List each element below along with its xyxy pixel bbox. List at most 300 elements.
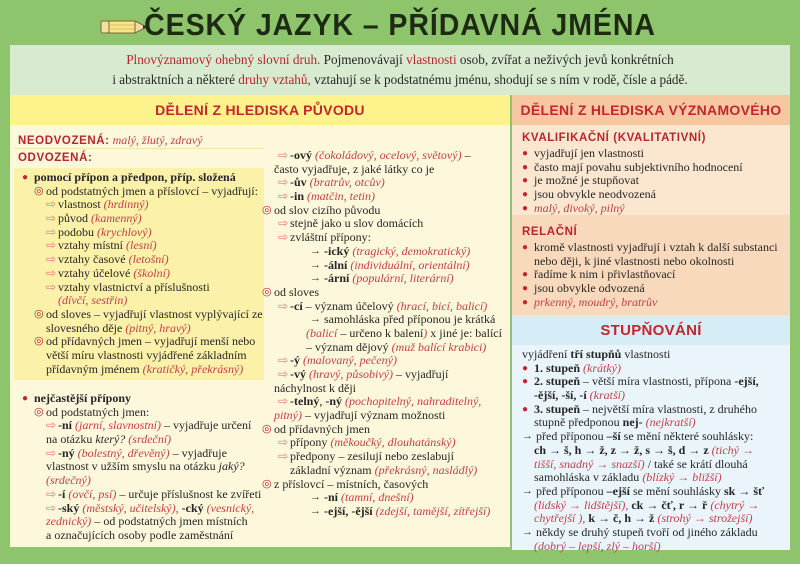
list-item [512, 362, 790, 376]
list-item [262, 491, 510, 505]
kvalifikacni-section [512, 125, 790, 215]
bullet-icon: ● [522, 189, 529, 201]
small-arrow-icon: → [310, 491, 321, 504]
list-item [262, 313, 510, 327]
arrow-icon: ⇨ [46, 265, 57, 280]
list-item [262, 478, 510, 492]
arrow-icon: ⇨ [278, 435, 289, 450]
text: -ní [58, 418, 76, 433]
text: od přídavných jmen – vyjadřují menší nebo [46, 334, 256, 349]
example-text: prkenný, moudrý, bratrův [534, 294, 658, 309]
text: vztahy účelové [58, 265, 134, 280]
example-text: (nejkratší) [642, 415, 696, 430]
list-item [262, 341, 510, 355]
list-item [512, 375, 790, 389]
text: – vyjadřují význam možnosti [302, 408, 446, 423]
text: – větší míra vlastnosti, přípona [580, 374, 735, 389]
text: ck → čť, r → ř [631, 497, 711, 512]
bullet-icon: ● [522, 161, 529, 173]
list-item [512, 512, 790, 526]
text: -in [290, 189, 308, 204]
text: -ový [290, 148, 315, 162]
example-text: tišší, snadný → snazší) [534, 456, 645, 471]
text: stupně předponou [534, 415, 623, 430]
example-text: (malovaný, pečený) [303, 353, 397, 368]
relacni-title: RELAČNÍ [522, 226, 578, 238]
list-item [4, 253, 264, 267]
text: jsou obvykle neodvozená [534, 187, 656, 202]
list-item [4, 406, 264, 420]
example-text: (blízký → bližší) [642, 470, 722, 485]
text: -ární [324, 271, 353, 286]
list-item [4, 488, 264, 502]
text: od přídavných jmen [274, 421, 370, 436]
example-text: (kratičký, překrásný) [142, 361, 244, 376]
text: vlastnost [58, 197, 104, 212]
example-text: (populární, literární) [352, 271, 454, 286]
circle-icon: ◎ [34, 184, 44, 197]
example-text: (kratší) [589, 388, 625, 403]
text: původ [58, 211, 91, 226]
example-text: (srdečný) [46, 473, 91, 488]
example-text: (balicí [306, 325, 338, 340]
example-text: ) [423, 325, 428, 340]
list-item [512, 255, 790, 269]
list-item [262, 436, 510, 450]
small-arrow-icon: → [310, 244, 321, 257]
text: vztahy místní [58, 238, 126, 253]
circle-icon: ◎ [34, 335, 44, 348]
arrow-icon: ⇨ [46, 252, 57, 267]
list-item [262, 190, 510, 204]
text: slovesného děje [46, 320, 126, 335]
list-item [262, 423, 510, 437]
text: – největší míra vlastnosti, z druhého [580, 401, 757, 416]
list-item [4, 433, 264, 447]
list-item [4, 363, 264, 377]
example-text: (čokoládový, ocelový, světový) [315, 148, 462, 162]
example-text: (matčin, tetin) [307, 189, 375, 204]
text: – vyjadřuje [169, 445, 227, 460]
text: samohláska před příponou je krátká [324, 312, 496, 327]
section-header-origin: DĚLENÍ Z HLEDISKA PŮVODU [10, 95, 510, 125]
intro-text-part: Pojmenovávají [320, 52, 407, 67]
text: zvláštní přípony: [290, 230, 371, 245]
text: nejčastější přípony [34, 391, 131, 405]
arrow-icon: ⇨ [278, 216, 289, 231]
list-item [512, 499, 790, 513]
arrow-icon: ⇨ [278, 449, 289, 464]
text: někdy se druhý stupeň tvoří od jiného základu [536, 524, 758, 539]
text: – [461, 148, 471, 162]
text: od slov cizího původu [274, 202, 381, 217]
example-text: (zdejší, tamější, zítřejší) [375, 503, 491, 518]
text: vztahy vlastnictví a příslušnosti [58, 279, 210, 294]
example-text: (kamenný) [91, 211, 142, 226]
intro-highlight: vlastnosti [406, 52, 457, 67]
list-item [4, 239, 264, 253]
list-item [512, 471, 790, 485]
arrow-icon: ⇨ [46, 500, 57, 515]
neodvozena-line [18, 131, 203, 149]
text: vyjádření [522, 347, 571, 361]
arrow-icon: ⇨ [278, 353, 289, 368]
intro-text-part: osob, zvířat a neživých jevů konkrétních [456, 52, 674, 67]
text: se mění některé souhlásky: [620, 429, 754, 444]
text: ch → š, h → ž, z → ž, s → š, d → z [534, 442, 712, 457]
text: –ší [606, 429, 621, 444]
example-text: malý, divoký, pilný [534, 200, 625, 215]
divider [14, 148, 264, 149]
text: podobu [58, 224, 97, 239]
small-arrow-icon: → [522, 430, 533, 443]
bullet-icon: ● [522, 376, 529, 388]
list-item [4, 294, 264, 308]
text: – význam účelový [302, 298, 397, 313]
list-item [262, 368, 510, 382]
example-text: (krychlový) [97, 224, 152, 239]
text: -telný [290, 394, 320, 409]
list-item [262, 464, 510, 478]
list-item [262, 286, 510, 300]
list-item [512, 268, 790, 282]
text: je možné je stupňovat [534, 173, 639, 188]
example-text: (hrdinný) [103, 197, 149, 212]
list-item [512, 147, 790, 161]
text: samohláska v základu [534, 470, 643, 485]
example-text: (překrásný, nasládlý) [374, 462, 478, 477]
text: přídavným jménem [46, 361, 143, 376]
example-text: (školní) [133, 265, 170, 280]
example-text: (individuální, orientální) [350, 257, 470, 272]
text: 1. stupeň [534, 360, 584, 375]
text: větší míru vlastnosti vyjádřené základním [46, 347, 247, 362]
example-text: (jarní, slavnostní) [75, 418, 162, 433]
derived-list [4, 171, 264, 376]
text: – vyjadřují [392, 367, 449, 381]
list-item [262, 149, 510, 163]
list-item [512, 416, 790, 430]
bullet-icon: ● [522, 175, 529, 187]
text: -ický [324, 243, 353, 258]
circle-icon: ◎ [262, 477, 272, 490]
list-item [512, 389, 790, 403]
text: k → č, h → ž [588, 511, 658, 526]
stupnovani-list [512, 348, 790, 553]
example-text: chytřejší ), [534, 511, 589, 526]
list-item [4, 474, 264, 488]
example-text: (dobrý – lepší, zlý – horší) [534, 538, 661, 553]
odvozena-label: ODVOZENÁ: [18, 152, 93, 164]
text: kromě vlastnosti vyjadřují i vztah k další substanci [534, 240, 778, 254]
text: -ější, -ší, -í [534, 388, 590, 403]
text: 2. stupeň [534, 374, 581, 389]
arrow-icon: ⇨ [46, 197, 57, 212]
circle-icon: ◎ [262, 285, 272, 298]
list-item [262, 204, 510, 218]
text: -cký [181, 500, 207, 515]
circle-icon: ◎ [34, 307, 44, 320]
example-text: (chytrý → [710, 497, 760, 512]
example-text: (bolestný, dřevěný) [77, 445, 170, 460]
list-item [262, 409, 510, 423]
list-item [4, 515, 264, 529]
arrow-icon: ⇨ [46, 445, 57, 460]
circle-icon: ◎ [262, 422, 272, 435]
bullet-icon: ● [522, 283, 529, 295]
example-text: (hrací, bicí, balicí) [396, 298, 488, 313]
text: – od podstatných jmen místních [91, 514, 248, 529]
text: stejně jako u slov domácích [290, 216, 424, 231]
bullet-icon: ● [22, 172, 29, 183]
arrow-icon: ⇨ [46, 418, 57, 433]
text: 3. stupeň [534, 401, 581, 416]
list-item [4, 392, 264, 406]
text: -ejší, -ější [324, 503, 376, 518]
list-item [512, 403, 790, 417]
list-item [4, 460, 264, 474]
arrow-icon: ⇨ [278, 394, 289, 409]
kvalifikacni-title: KVALIFIKAČNÍ (KVALITATIVNÍ) [522, 132, 706, 144]
list-item [262, 272, 510, 286]
list-item [512, 444, 790, 458]
example-text: (tichý → [711, 442, 754, 457]
list-item [512, 458, 790, 472]
example-text: zednický) [46, 514, 92, 529]
list-item [512, 540, 790, 554]
text: od podstatných jmen a příslovcí – vyjadřují: [46, 183, 258, 198]
circle-icon: ◎ [34, 405, 44, 418]
small-arrow-icon: → [310, 313, 321, 326]
section-header-meaning: DĚLENÍ Z HLEDISKA VÝZNAMOVÉHO [512, 95, 790, 125]
example-text: (krátký) [583, 360, 621, 375]
neodvozena-examples: malý, žlutý, zdravý [109, 133, 203, 147]
bullet-icon: ● [522, 269, 529, 281]
text: sk → šť [723, 483, 765, 498]
arrow-icon: ⇨ [278, 230, 289, 245]
stupnovani-section [512, 345, 790, 553]
text: – význam dějový [306, 339, 392, 354]
list-item [4, 281, 264, 295]
list-item [512, 296, 790, 310]
text: vztahy časové [58, 252, 129, 267]
example-text: pitný) [274, 408, 302, 423]
example-text: (tamní, dnešní) [341, 490, 414, 505]
list-item [512, 202, 790, 216]
list-item [4, 335, 264, 349]
arrow-icon: ⇨ [46, 211, 57, 226]
example-text: (městský, učitelský), [82, 500, 182, 515]
relacni-section [512, 215, 790, 315]
text: -ný [58, 445, 78, 460]
text: – vyjadřuje určení [161, 418, 252, 433]
text: -ský [58, 500, 83, 515]
bullet-icon: ● [522, 362, 529, 374]
list-item [4, 419, 264, 433]
middle-list [262, 149, 510, 519]
text: -ejší, [734, 374, 759, 389]
text: tří stupňů [570, 347, 622, 361]
arrow-icon: ⇨ [278, 298, 289, 313]
list-item [262, 163, 510, 177]
list-item [262, 450, 510, 464]
list-item [262, 217, 510, 231]
list-item [262, 505, 510, 519]
text: od podstatných jmen: [46, 404, 150, 419]
small-arrow-icon: → [310, 258, 321, 271]
text: vlastnost v užším smyslu na otázku [46, 459, 219, 474]
example-text: (srdeční) [125, 432, 172, 447]
example-text: (lesní) [126, 238, 157, 253]
suffixes-list [4, 392, 264, 543]
example-text: (lidský → lidštější), [534, 497, 632, 512]
text: jsou obvykle odvozená [534, 281, 645, 296]
bullet-icon: ● [522, 403, 529, 415]
bullet-icon: ● [522, 148, 529, 159]
arrow-icon: ⇨ [46, 238, 57, 253]
example-text: (letošní) [128, 252, 169, 267]
list-item [4, 198, 264, 212]
text: řadíme k nim i přivlastňovací [534, 267, 676, 282]
list-item [512, 241, 790, 255]
text: – určeno k balení [337, 325, 424, 340]
list-item [4, 349, 264, 363]
list-item [512, 174, 790, 188]
text: – určuje příslušnost ke zvířeti [116, 486, 262, 501]
text: jaký? [218, 459, 245, 474]
text: náchylnost k ději [274, 380, 356, 395]
text: -cí [290, 298, 303, 313]
list-item [4, 447, 264, 461]
text: / také se krátí dlouhá [644, 456, 748, 471]
text: –ejší [606, 483, 630, 498]
list-item [4, 322, 264, 336]
page-title: ČESKÝ JAZYK – PŘÍDAVNÁ JMÉNA [144, 7, 656, 42]
text: pomocí přípon a předpon, příp. složená [34, 170, 236, 184]
text: od sloves – vyjadřují vlastnost vyplývající ze [46, 306, 263, 321]
text: přípony [290, 435, 331, 450]
small-arrow-icon: → [522, 484, 533, 497]
text: a označujících osoby podle zaměstnání [46, 527, 234, 542]
list-item [512, 485, 790, 499]
list-item [512, 430, 790, 444]
text: z příslovcí – místních, časových [274, 476, 429, 491]
list-item [512, 348, 790, 362]
bullet-icon: ● [522, 242, 529, 253]
text: x jiné je: balící [427, 325, 502, 340]
list-item [262, 300, 510, 314]
text: často mají povahu subjektivního hodnocení [534, 159, 743, 174]
arrow-icon: ⇨ [278, 367, 289, 381]
list-item [512, 161, 790, 175]
text: vyjadřují jen vlastnosti [534, 146, 644, 160]
relacni-list [512, 241, 790, 309]
text: na otázku [46, 432, 96, 447]
bullet-icon: ● [22, 393, 29, 404]
text: -ův [290, 175, 310, 190]
list-item [262, 327, 510, 341]
text: -ální [324, 257, 351, 272]
example-text: (měkoučký, dlouhatánský) [330, 435, 456, 450]
small-arrow-icon: → [522, 525, 533, 538]
list-item [4, 267, 264, 281]
kvalifikacni-list [512, 147, 790, 215]
list-item [512, 282, 790, 296]
arrow-icon: ⇨ [46, 224, 57, 239]
text: před příponou [536, 429, 607, 444]
small-arrow-icon: → [310, 272, 321, 285]
text: -ní [324, 490, 342, 505]
arrow-icon: ⇨ [278, 175, 289, 190]
intro-highlight: Plnovýznamový ohebný slovní druh. [126, 52, 321, 67]
bullet-icon: ● [522, 296, 529, 308]
arrow-icon: ⇨ [46, 486, 57, 501]
text: nebo ději, k jiné vlastnosti nebo okolnosti [534, 253, 735, 268]
example-text: (dívčí, sestřin) [58, 293, 128, 308]
list-item [262, 176, 510, 190]
small-arrow-icon: → [310, 504, 321, 517]
text: se mění souhlásky [629, 483, 724, 498]
text: od sloves [274, 284, 319, 299]
example-text: (pochopitelný, nahraditelný, [345, 394, 482, 409]
intro-text-part: i abstraktních a některé [112, 72, 239, 87]
text: -ný [325, 394, 345, 409]
intro-highlight: druhy vztahů, [238, 72, 311, 87]
neodvozena-label: NEODVOZENÁ: [18, 135, 110, 147]
example-text: (bratrův, otcův) [309, 175, 385, 190]
list-item [512, 526, 790, 540]
circle-icon: ◎ [262, 203, 272, 216]
stupnovani-title: STUPŇOVÁNÍ [512, 315, 790, 345]
list-item [262, 231, 510, 245]
list-item [4, 529, 264, 543]
list-item [4, 212, 264, 226]
list-item [512, 188, 790, 202]
arrow-icon: ⇨ [278, 148, 289, 162]
example-text: (tragický, demokratický) [352, 243, 471, 258]
list-item [4, 185, 264, 199]
bullet-icon: ● [522, 202, 529, 214]
arrow-icon: ⇨ [278, 189, 289, 204]
text: , [319, 394, 326, 409]
text: předpony – zesilují nebo zeslabují [290, 449, 454, 464]
intro-text [10, 45, 790, 95]
text: před příponou [536, 483, 607, 498]
list-item [4, 308, 264, 322]
list-item [262, 259, 510, 273]
example-text: (pitný, hravý) [125, 320, 191, 335]
example-text: (muž balící krabici) [391, 339, 487, 354]
text: základní význam [290, 462, 375, 477]
example-text: (strohý → strožejší) [657, 511, 753, 526]
text: -í [58, 486, 69, 501]
list-item [262, 354, 510, 368]
intro-text-part: vztahují se k podstatnému jménu, shodují se s ním v rodě, čísle a pádě. [310, 72, 688, 87]
example-text: (ovčí, psí) [68, 486, 117, 501]
example-text: (hravý, působivý) [309, 367, 393, 381]
example-text: (vesnický, [206, 500, 255, 515]
text: nej- [622, 415, 643, 430]
list-item [262, 395, 510, 409]
text: který? [95, 432, 126, 447]
text: -vý [290, 367, 309, 381]
list-item [4, 171, 264, 185]
text: často vyjadřuje, z jaké látky co je [274, 161, 435, 176]
text: -ý [290, 353, 303, 368]
arrow-icon: ⇨ [46, 279, 57, 294]
text: vlastnosti [621, 347, 671, 361]
list-item [4, 226, 264, 240]
